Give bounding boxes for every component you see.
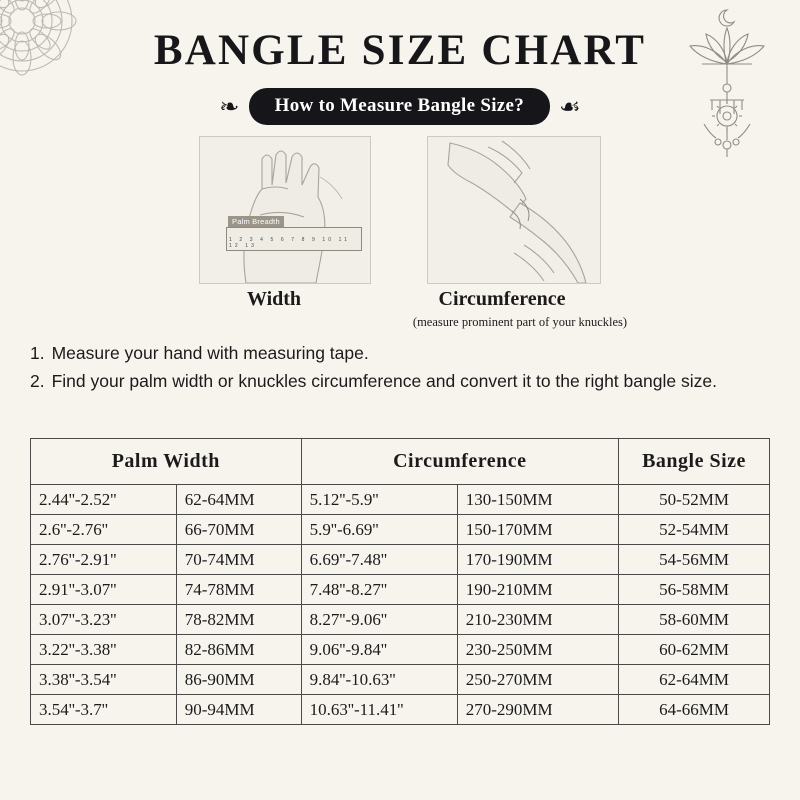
cell-width-mm: 82-86MM — [176, 635, 301, 665]
instruction-list — [30, 340, 760, 396]
flourish-right-icon: ☙ — [559, 93, 581, 119]
cell-width-mm: 66-70MM — [176, 515, 301, 545]
table-row — [31, 665, 770, 695]
cell-width-mm: 74-78MM — [176, 575, 301, 605]
cell-circ-mm: 270-290MM — [457, 695, 618, 725]
caption-circumference-note: (measure prominent part of your knuckles) — [412, 315, 628, 329]
cell-circ-mm: 250-270MM — [457, 665, 618, 695]
palm-width-photo — [199, 136, 371, 284]
table-row — [31, 635, 770, 665]
cell-bangle-size: 56-58MM — [619, 575, 770, 605]
table-row — [31, 515, 770, 545]
table-row — [31, 695, 770, 725]
cell-circ-inches: 5.9''-6.69'' — [301, 515, 457, 545]
bangle-size-table — [30, 438, 770, 725]
cell-width-mm: 86-90MM — [176, 665, 301, 695]
cell-width-inches: 2.91''-3.07'' — [31, 575, 177, 605]
list-item — [30, 340, 760, 366]
cell-width-inches: 2.44''-2.52'' — [31, 485, 177, 515]
cell-circ-inches: 6.69''-7.48'' — [301, 545, 457, 575]
cell-circ-mm: 170-190MM — [457, 545, 618, 575]
cell-circ-inches: 8.27''-9.06'' — [301, 605, 457, 635]
caption-circumference: Circumference — [438, 288, 566, 310]
page-title: BANGLE SIZE CHART — [153, 27, 647, 74]
cell-width-inches: 2.76''-2.91'' — [31, 545, 177, 575]
flourish-left-icon: ❧ — [219, 93, 240, 119]
cell-bangle-size: 54-56MM — [619, 545, 770, 575]
table-row — [31, 485, 770, 515]
cell-circ-inches: 9.06''-9.84'' — [301, 635, 457, 665]
cell-bangle-size: 64-66MM — [619, 695, 770, 725]
cell-width-mm: 78-82MM — [176, 605, 301, 635]
column-header-palm-width: Palm Width — [31, 439, 302, 485]
cell-width-inches: 3.07''-3.23'' — [31, 605, 177, 635]
step-number: 1. — [30, 343, 45, 363]
measurement-illustrations — [0, 136, 800, 284]
cell-circ-mm: 230-250MM — [457, 635, 618, 665]
open-palm-illustration-icon — [200, 137, 370, 283]
cell-bangle-size: 50-52MM — [619, 485, 770, 515]
cell-width-mm: 62-64MM — [176, 485, 301, 515]
table-row — [31, 605, 770, 635]
how-to-measure-heading — [0, 88, 800, 125]
table-row — [31, 545, 770, 575]
list-item — [30, 368, 760, 394]
cell-circ-mm: 130-150MM — [457, 485, 618, 515]
column-header-bangle-size: Bangle Size — [619, 439, 770, 485]
cell-bangle-size: 52-54MM — [619, 515, 770, 545]
step-number: 2. — [30, 371, 45, 391]
cell-width-inches: 3.54''-3.7'' — [31, 695, 177, 725]
cell-width-inches: 2.6''-2.76'' — [31, 515, 177, 545]
table-row — [31, 575, 770, 605]
palm-breadth-label: Palm Breadth — [228, 216, 284, 227]
caption-width: Width — [246, 288, 302, 310]
cell-bangle-size: 60-62MM — [619, 635, 770, 665]
cell-circ-mm: 190-210MM — [457, 575, 618, 605]
hands-measuring-knuckles-illustration-icon — [428, 137, 600, 283]
table-header-row — [31, 439, 770, 485]
cell-circ-mm: 150-170MM — [457, 515, 618, 545]
step-text: Find your palm width or knuckles circumference and convert it to the right bangle size. — [51, 371, 717, 391]
cell-bangle-size: 62-64MM — [619, 665, 770, 695]
measuring-tape-graphic — [226, 227, 362, 251]
cell-width-mm: 90-94MM — [176, 695, 301, 725]
cell-width-inches: 3.22''-3.38'' — [31, 635, 177, 665]
knuckle-circumference-photo — [427, 136, 601, 284]
ruler-tick-labels: 1 2 3 4 5 6 7 8 9 10 11 12 13 — [229, 237, 350, 249]
cell-bangle-size: 58-60MM — [619, 605, 770, 635]
cell-circ-inches: 5.12''-5.9'' — [301, 485, 457, 515]
cell-circ-inches: 10.63''-11.41'' — [301, 695, 457, 725]
cell-width-mm: 70-74MM — [176, 545, 301, 575]
cell-width-inches: 3.38''-3.54'' — [31, 665, 177, 695]
step-text: Measure your hand with measuring tape. — [51, 343, 369, 363]
cell-circ-mm: 210-230MM — [457, 605, 618, 635]
cell-circ-inches: 9.84''-10.63'' — [301, 665, 457, 695]
how-to-measure-pill-label: How to Measure Bangle Size? — [249, 88, 550, 125]
cell-circ-inches: 7.48''-8.27'' — [301, 575, 457, 605]
column-header-circumference: Circumference — [301, 439, 618, 485]
